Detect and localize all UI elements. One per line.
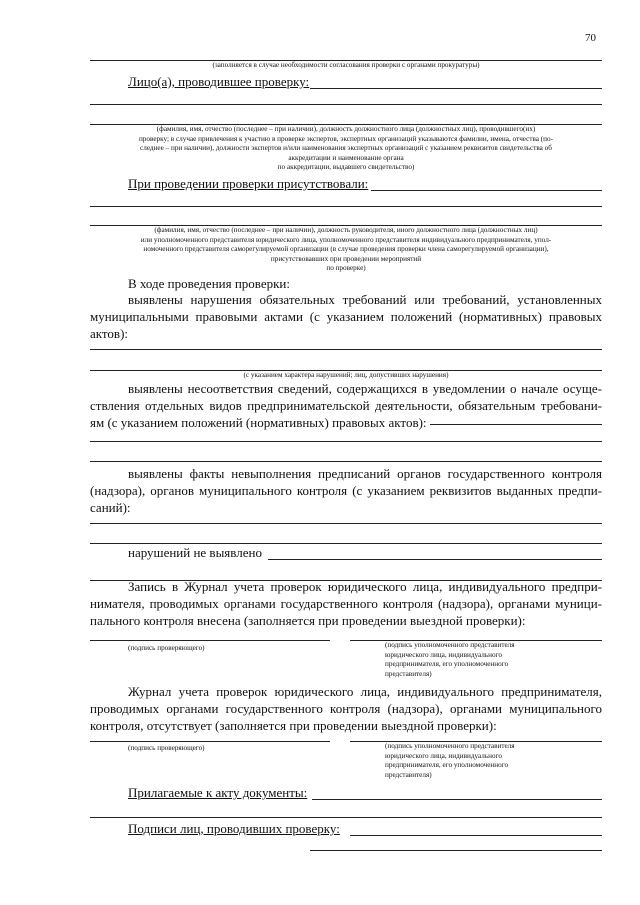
journal-absent-paragraph: Журнал учета проверок юридического лица, индивидуального предпринимателя, проводимых органами государственного контроля (надзора), органами муниципального контроля, отсутствует (заполняется при проведении выездной проверки): xyxy=(90,684,602,733)
orders-paragraph: выявлены факты невыполнения предписаний органов государственного контроля (надзора), органов муниципального контроля (с указанием реквизитов выданных предпи-саний): xyxy=(90,466,602,515)
fill-line xyxy=(90,441,602,442)
fill-line xyxy=(350,835,602,836)
inspectors-caption: (фамилия, имя, отчество (последнее – при наличии), должность должностного лица (должностных лиц), проводившего(их) проверку; в случае привлечения к участию в проверке экспертов, экспертных организаций указываются фамилии, имена, отчества (по- следнее – при наличии), должности экспертов и/или наименования экспертных организаций с указанием реквизитов свидетельства об аккредитации и наименование органа по аккредитации, выдавшего свидетельство) xyxy=(138,125,554,172)
fill-line xyxy=(268,559,602,560)
signature-line xyxy=(90,640,330,641)
fill-line xyxy=(310,88,602,89)
fill-line xyxy=(90,206,602,207)
fill-line xyxy=(90,104,602,105)
fill-line xyxy=(90,461,602,462)
prosecutor-note: (заполняется в случае необходимости согласования проверки с органами прокуратуры) xyxy=(212,61,480,69)
fill-line xyxy=(430,424,602,425)
inspector-signature-caption-2: (подпись проверяющего) xyxy=(128,744,205,752)
fill-line xyxy=(371,190,602,191)
fill-line xyxy=(310,850,602,851)
fill-line xyxy=(90,523,602,524)
fill-line xyxy=(90,817,602,818)
during-label: В ходе проведения проверки: xyxy=(128,276,291,291)
representative-signature-caption: (подпись уполномоченного представителя юридического лица, индивидуального предпринимателя, его уполномоченного представителя) xyxy=(385,641,515,678)
inspector-signature-caption: (подпись проверяющего) xyxy=(128,644,205,652)
no-violations-label: нарушений не выявлено xyxy=(128,545,262,560)
violations-paragraph: выявлены нарушения обязательных требований или требований, установленных муниципальными правовыми актами (с указанием положений (нормативных) правовых актов): xyxy=(90,292,602,341)
fill-line xyxy=(90,543,602,544)
violations-caption: (с указанием характера нарушений; лиц, допустивших нарушения) xyxy=(243,371,449,379)
representative-signature-caption-2: (подпись уполномоченного представителя юридического лица, индивидуального предпринимателя, его уполномоченного представителя) xyxy=(385,742,515,779)
mismatch-paragraph: выявлены несоответствия сведений, содержащихся в уведомлении о начале осуще-ствления отдельных видов предпринимательской деятельности, обязательным требовани-ям (с указанием положений (нормативных) правовых актов): xyxy=(90,381,602,430)
present-caption: (фамилия, имя, отчество (последнее – при наличии), должность руководителя, иного должностного лица (должностных лиц) или уполномоченного представителя юридического лица, уполномоченного представителя индивидуального предпринимателя, упол- номоченного представителя саморегулируемой организации (в случае проведения проверки члена саморегулируемой организации), присутствовавших при проведении мероприятий по проверке) xyxy=(140,226,552,273)
fill-line xyxy=(90,349,602,350)
journal-paragraph: Запись в Журнал учета проверок юридического лица, индивидуального предпри-нимателя, проводимых органами государственного контроля (надзора), органами муници-пального контроля внесена (заполняется при проведении выездной проверки): xyxy=(90,579,602,628)
present-label: При проведении проверки присутствовали: xyxy=(128,176,369,191)
page-number: 70 xyxy=(585,32,596,44)
fill-line xyxy=(312,799,602,800)
inspectors-label: Лицо(а), проводившее проверку: xyxy=(128,74,310,89)
signature-line xyxy=(90,741,330,742)
attached-documents-label: Прилагаемые к акту документы: xyxy=(128,785,308,800)
signatures-label: Подписи лиц, проводивших проверку: xyxy=(128,821,340,836)
